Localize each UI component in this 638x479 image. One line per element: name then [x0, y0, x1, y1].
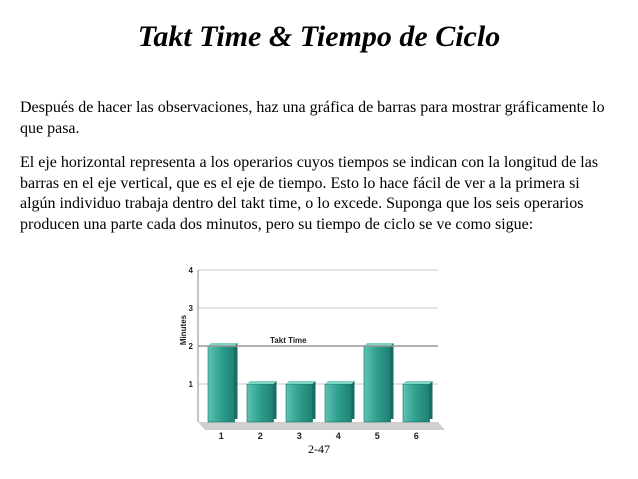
bar-operator-2 [247, 384, 274, 422]
y-tick-labels [189, 266, 194, 389]
x-category-label: 3 [296, 431, 302, 441]
bar-top [286, 381, 316, 384]
bar-top [325, 381, 355, 384]
slide-title: Takt Time & Tiempo de Ciclo [137, 20, 501, 53]
x-category-label: 5 [374, 431, 380, 441]
bars [208, 343, 433, 422]
bar-operator-5 [364, 346, 391, 422]
bar-top [247, 381, 277, 384]
chart-floor [198, 422, 445, 430]
bar-operator-3 [286, 384, 313, 422]
takt-time-label: Takt Time [270, 336, 307, 345]
y-axis-label: Minutes [179, 314, 188, 346]
y-tick-label: 4 [188, 266, 193, 275]
bar-operator-1 [208, 346, 235, 422]
bar-operator-4 [325, 384, 352, 422]
x-category-label: 6 [413, 431, 419, 441]
y-tick-label: 3 [188, 304, 193, 313]
intro-paragraph: Después de hacer las observaciones, haz una gráfica de barras para mostrar gráficamente lo que pasa. [20, 99, 605, 137]
bar-top [403, 381, 433, 384]
explanation-paragraph: El eje horizontal representa a los operarios cuyos tiempos se indican con la longitud de las barras en el eje vertical, que es el eje de tiempo. Esto lo hace fácil de ver a la primera si algún individuo trabaja dentro del takt time, o lo excede. Suponga que los seis operarios producen una parte cada dos minutos, pero su tiempo de ciclo se ve como sigue: [20, 154, 599, 233]
y-tick-label: 1 [188, 380, 193, 389]
page-number: 2-47 [308, 442, 330, 456]
cycle-time-bar-chart [172, 262, 447, 442]
x-category-labels [219, 431, 419, 441]
bar-operator-6 [403, 384, 430, 422]
x-category-label: 2 [257, 431, 263, 441]
x-category-label: 4 [335, 431, 341, 441]
x-category-label: 1 [218, 431, 224, 441]
y-tick-label: 2 [188, 342, 193, 351]
